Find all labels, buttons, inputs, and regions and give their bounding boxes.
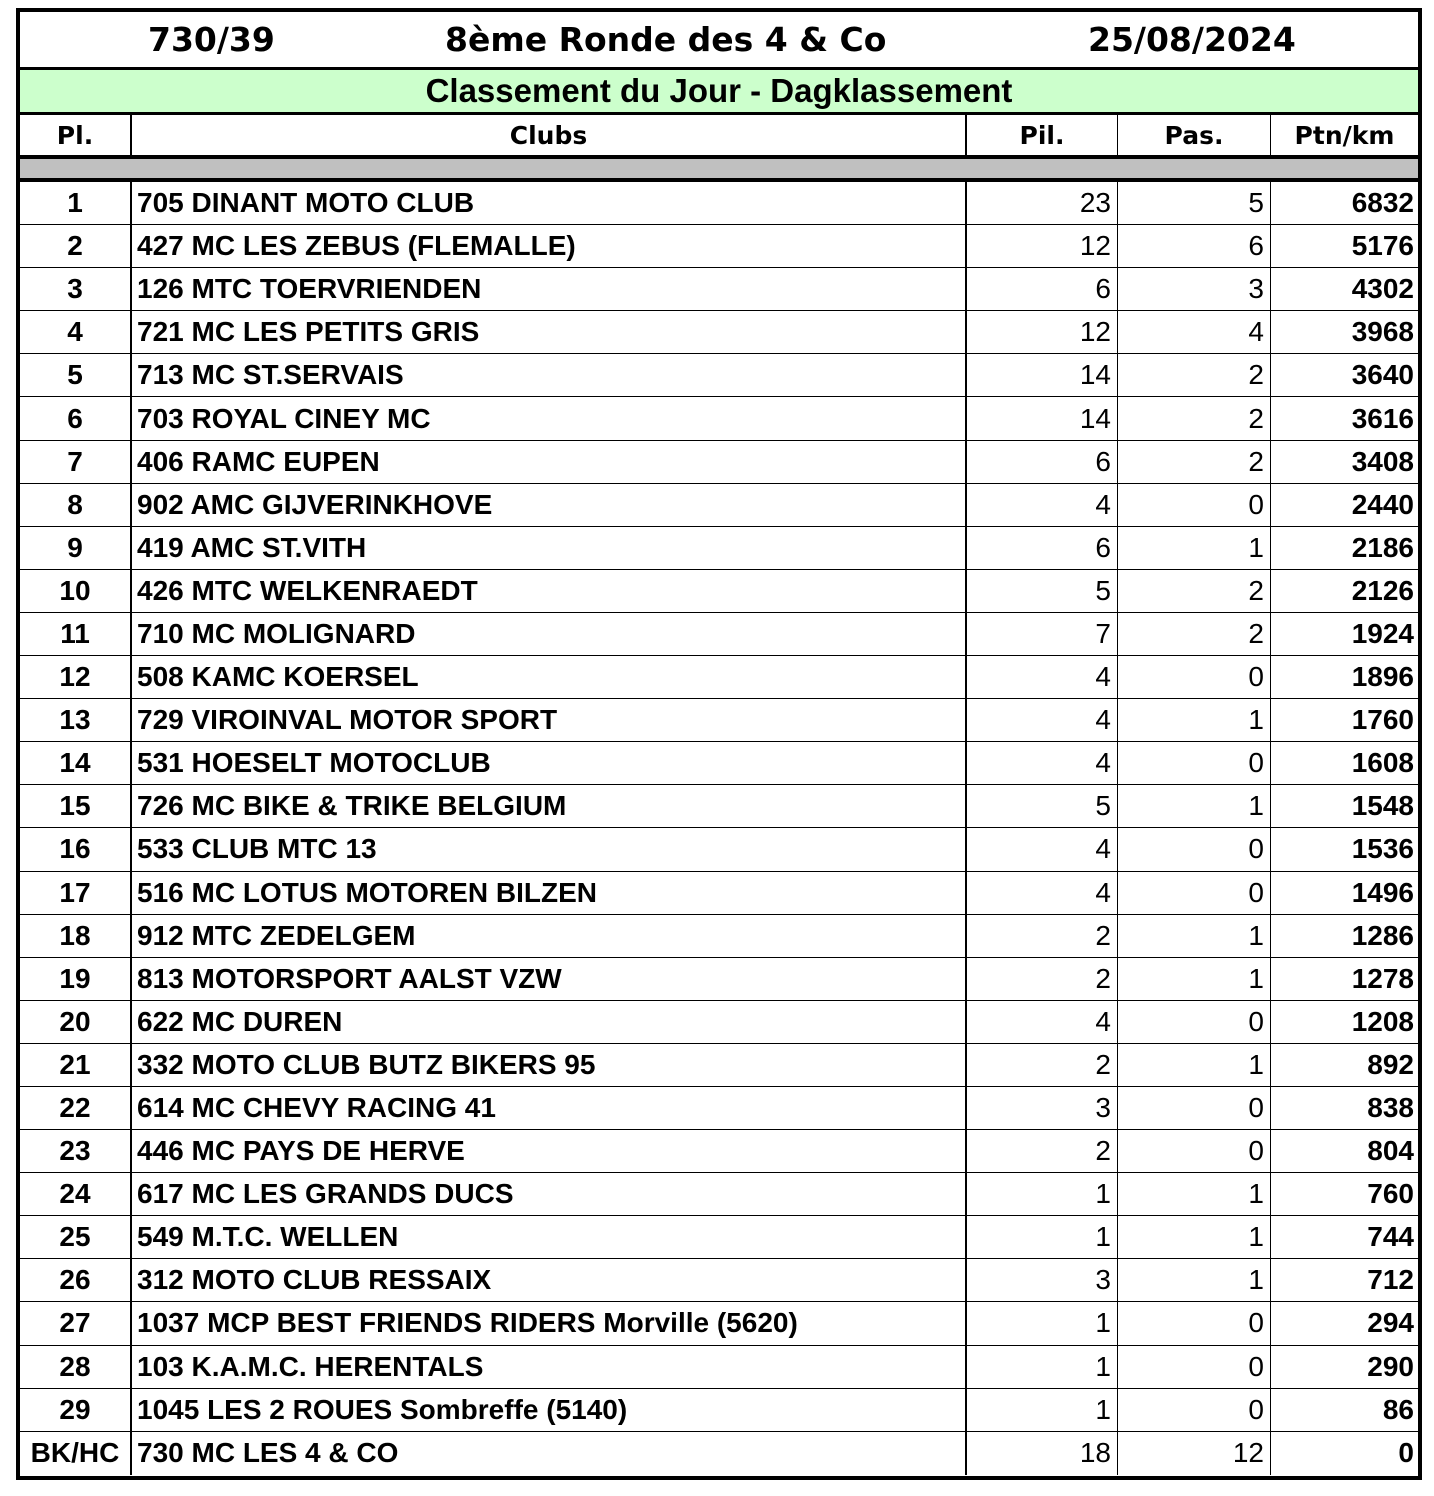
pilots-cell: 1 xyxy=(965,1346,1117,1388)
passengers-cell: 12 xyxy=(1117,1432,1270,1475)
table-row xyxy=(20,268,1418,311)
pilots-cell: 4 xyxy=(965,699,1117,741)
table-row xyxy=(20,1432,1418,1475)
passengers-cell: 2 xyxy=(1117,441,1270,483)
ranking-table-body xyxy=(20,182,1418,1475)
passengers-cell: 4 xyxy=(1117,311,1270,353)
points-cell: 0 xyxy=(1270,1432,1418,1475)
table-row xyxy=(20,527,1418,570)
passengers-cell: 2 xyxy=(1117,397,1270,439)
pilots-cell: 12 xyxy=(965,225,1117,267)
club-cell: 902 AMC GIJVERINKHOVE xyxy=(130,484,965,526)
passengers-cell: 1 xyxy=(1117,527,1270,569)
place-cell: 26 xyxy=(59,1264,91,1296)
place-cell: 15 xyxy=(59,790,91,822)
points-cell: 2440 xyxy=(1270,484,1418,526)
passengers-cell: 0 xyxy=(1117,1130,1270,1172)
club-cell: 508 KAMC KOERSEL xyxy=(130,656,965,698)
table-row xyxy=(20,785,1418,828)
pilots-cell: 7 xyxy=(965,613,1117,655)
place-cell: 20 xyxy=(59,1005,91,1037)
points-cell: 892 xyxy=(1270,1044,1418,1086)
pilots-cell: 1 xyxy=(965,1173,1117,1215)
points-cell: 744 xyxy=(1270,1216,1418,1258)
passengers-cell: 0 xyxy=(1117,1346,1270,1388)
table-row xyxy=(20,699,1418,742)
pilots-cell: 1 xyxy=(965,1302,1117,1344)
passengers-cell: 6 xyxy=(1117,225,1270,267)
pilots-cell: 12 xyxy=(965,311,1117,353)
pilots-cell: 6 xyxy=(965,441,1117,483)
table-row xyxy=(20,1346,1418,1389)
separator-bar xyxy=(20,159,1418,182)
table-row xyxy=(20,1259,1418,1302)
club-cell: 813 MOTORSPORT AALST VZW xyxy=(130,958,965,1000)
points-cell: 1608 xyxy=(1270,742,1418,784)
table-row xyxy=(20,828,1418,871)
club-cell: 549 M.T.C. WELLEN xyxy=(130,1216,965,1258)
passengers-cell: 0 xyxy=(1117,828,1270,870)
table-row xyxy=(20,225,1418,268)
pilots-cell: 2 xyxy=(965,915,1117,957)
pilots-cell: 4 xyxy=(965,656,1117,698)
passengers-cell: 1 xyxy=(1117,958,1270,1000)
pilots-cell: 18 xyxy=(965,1432,1117,1475)
passengers-cell: 2 xyxy=(1117,570,1270,612)
club-cell: 103 K.A.M.C. HERENTALS xyxy=(130,1346,965,1388)
club-cell: 312 MOTO CLUB RESSAIX xyxy=(130,1259,965,1301)
pilots-cell: 2 xyxy=(965,1130,1117,1172)
points-cell: 294 xyxy=(1270,1302,1418,1344)
table-row xyxy=(20,958,1418,1001)
place-cell: 3 xyxy=(67,273,83,305)
club-cell: 126 MTC TOERVRIENDEN xyxy=(130,268,965,310)
passengers-cell: 0 xyxy=(1117,1087,1270,1129)
header-bar xyxy=(20,12,1418,70)
pilots-cell: 4 xyxy=(965,484,1117,526)
passengers-cell: 0 xyxy=(1117,872,1270,914)
pilots-cell: 23 xyxy=(965,182,1117,224)
passengers-cell: 1 xyxy=(1117,1216,1270,1258)
club-cell: 726 MC BIKE & TRIKE BELGIUM xyxy=(130,785,965,827)
pilots-cell: 4 xyxy=(965,742,1117,784)
passengers-cell: 2 xyxy=(1117,613,1270,655)
place-cell: 14 xyxy=(59,747,91,779)
points-cell: 6832 xyxy=(1270,182,1418,224)
club-cell: 705 DINANT MOTO CLUB xyxy=(130,182,965,224)
points-cell: 1760 xyxy=(1270,699,1418,741)
place-cell: 4 xyxy=(67,316,83,348)
place-cell: 10 xyxy=(59,574,91,606)
club-cell: 426 MTC WELKENRAEDT xyxy=(130,570,965,612)
passengers-cell: 0 xyxy=(1117,484,1270,526)
place-cell: BK/HC xyxy=(30,1437,120,1469)
place-cell: 27 xyxy=(59,1307,91,1339)
club-cell: 516 MC LOTUS MOTOREN BILZEN xyxy=(130,872,965,914)
club-cell: 614 MC CHEVY RACING 41 xyxy=(130,1087,965,1129)
points-cell: 3616 xyxy=(1270,397,1418,439)
place-cell: 22 xyxy=(59,1092,91,1124)
club-cell: 446 MC PAYS DE HERVE xyxy=(130,1130,965,1172)
pilots-cell: 2 xyxy=(965,958,1117,1000)
pilots-cell: 3 xyxy=(965,1087,1117,1129)
passengers-cell: 0 xyxy=(1117,1302,1270,1344)
club-cell: 1037 MCP BEST FRIENDS RIDERS Morville (5620) xyxy=(130,1302,965,1344)
table-row xyxy=(20,1087,1418,1130)
points-cell: 760 xyxy=(1270,1173,1418,1215)
points-cell: 804 xyxy=(1270,1130,1418,1172)
place-cell: 25 xyxy=(59,1221,91,1253)
passengers-cell: 2 xyxy=(1117,354,1270,396)
pilots-cell: 4 xyxy=(965,1001,1117,1043)
place-cell: 19 xyxy=(59,962,91,994)
place-cell: 24 xyxy=(59,1178,91,1210)
club-cell: 622 MC DUREN xyxy=(130,1001,965,1043)
points-cell: 2186 xyxy=(1270,527,1418,569)
passengers-cell: 1 xyxy=(1117,785,1270,827)
table-row xyxy=(20,354,1418,397)
column-header-pilots: Pil. xyxy=(965,115,1117,155)
passengers-cell: 1 xyxy=(1117,915,1270,957)
points-cell: 1496 xyxy=(1270,872,1418,914)
points-cell: 3408 xyxy=(1270,441,1418,483)
place-cell: 2 xyxy=(67,230,83,262)
passengers-cell: 5 xyxy=(1117,182,1270,224)
club-cell: 531 HOESELT MOTOCLUB xyxy=(130,742,965,784)
points-cell: 838 xyxy=(1270,1087,1418,1129)
club-cell: 721 MC LES PETITS GRIS xyxy=(130,311,965,353)
table-row xyxy=(20,1173,1418,1216)
pilots-cell: 1 xyxy=(965,1216,1117,1258)
ranking-banner: Classement du Jour - Dagklassement xyxy=(20,70,1418,115)
place-cell: 28 xyxy=(59,1350,91,1382)
table-row xyxy=(20,182,1418,225)
club-cell: 332 MOTO CLUB BUTZ BIKERS 95 xyxy=(130,1044,965,1086)
club-cell: 912 MTC ZEDELGEM xyxy=(130,915,965,957)
points-cell: 1548 xyxy=(1270,785,1418,827)
column-header-row xyxy=(20,115,1418,159)
place-cell: 9 xyxy=(67,531,83,563)
table-row xyxy=(20,1389,1418,1432)
passengers-cell: 1 xyxy=(1117,699,1270,741)
club-cell: 713 MC ST.SERVAIS xyxy=(130,354,965,396)
place-cell: 7 xyxy=(67,445,83,477)
points-cell: 1536 xyxy=(1270,828,1418,870)
column-header-clubs: Clubs xyxy=(130,115,965,155)
place-cell: 16 xyxy=(59,833,91,865)
points-cell: 1924 xyxy=(1270,613,1418,655)
points-cell: 1208 xyxy=(1270,1001,1418,1043)
passengers-cell: 0 xyxy=(1117,742,1270,784)
passengers-cell: 0 xyxy=(1117,656,1270,698)
points-cell: 2126 xyxy=(1270,570,1418,612)
points-cell: 3968 xyxy=(1270,311,1418,353)
event-number: 730/39 xyxy=(148,20,275,59)
pilots-cell: 4 xyxy=(965,872,1117,914)
table-row xyxy=(20,1130,1418,1173)
club-cell: 1045 LES 2 ROUES Sombreffe (5140) xyxy=(130,1389,965,1431)
table-row xyxy=(20,1001,1418,1044)
points-cell: 86 xyxy=(1270,1389,1418,1431)
club-cell: 703 ROYAL CINEY MC xyxy=(130,397,965,439)
passengers-cell: 0 xyxy=(1117,1389,1270,1431)
pilots-cell: 1 xyxy=(965,1389,1117,1431)
club-cell: 730 MC LES 4 & CO xyxy=(130,1432,965,1475)
place-cell: 6 xyxy=(67,402,83,434)
club-cell: 427 MC LES ZEBUS (FLEMALLE) xyxy=(130,225,965,267)
table-row xyxy=(20,915,1418,958)
pilots-cell: 6 xyxy=(965,527,1117,569)
points-cell: 5176 xyxy=(1270,225,1418,267)
table-row xyxy=(20,613,1418,656)
passengers-cell: 1 xyxy=(1117,1259,1270,1301)
event-title: 8ème Ronde des 4 & Co xyxy=(445,20,887,59)
points-cell: 1278 xyxy=(1270,958,1418,1000)
pilots-cell: 2 xyxy=(965,1044,1117,1086)
pilots-cell: 14 xyxy=(965,354,1117,396)
passengers-cell: 3 xyxy=(1117,268,1270,310)
place-cell: 5 xyxy=(67,359,83,391)
points-cell: 290 xyxy=(1270,1346,1418,1388)
place-cell: 21 xyxy=(59,1048,91,1080)
table-row xyxy=(20,1302,1418,1345)
points-cell: 1286 xyxy=(1270,915,1418,957)
pilots-cell: 5 xyxy=(965,785,1117,827)
place-cell: 8 xyxy=(67,488,83,520)
points-cell: 1896 xyxy=(1270,656,1418,698)
table-row xyxy=(20,1216,1418,1259)
club-cell: 729 VIROINVAL MOTOR SPORT xyxy=(130,699,965,741)
points-cell: 712 xyxy=(1270,1259,1418,1301)
table-row xyxy=(20,397,1418,440)
table-row xyxy=(20,570,1418,613)
table-row xyxy=(20,742,1418,785)
pilots-cell: 3 xyxy=(965,1259,1117,1301)
club-cell: 533 CLUB MTC 13 xyxy=(130,828,965,870)
place-cell: 18 xyxy=(59,919,91,951)
place-cell: 12 xyxy=(59,661,91,693)
column-header-passengers: Pas. xyxy=(1117,115,1270,155)
passengers-cell: 0 xyxy=(1117,1001,1270,1043)
place-cell: 13 xyxy=(59,704,91,736)
pilots-cell: 14 xyxy=(965,397,1117,439)
table-row xyxy=(20,484,1418,527)
place-cell: 23 xyxy=(59,1135,91,1167)
club-cell: 617 MC LES GRANDS DUCS xyxy=(130,1173,965,1215)
points-cell: 4302 xyxy=(1270,268,1418,310)
place-cell: 29 xyxy=(59,1393,91,1425)
place-cell: 17 xyxy=(59,876,91,908)
place-cell: 1 xyxy=(67,187,83,219)
place-cell: 11 xyxy=(60,617,90,649)
column-header-points: Ptn/km xyxy=(1270,115,1418,155)
table-row xyxy=(20,441,1418,484)
event-date: 25/08/2024 xyxy=(1088,20,1296,59)
club-cell: 710 MC MOLIGNARD xyxy=(130,613,965,655)
pilots-cell: 4 xyxy=(965,828,1117,870)
points-cell: 3640 xyxy=(1270,354,1418,396)
passengers-cell: 1 xyxy=(1117,1044,1270,1086)
table-row xyxy=(20,1044,1418,1087)
pilots-cell: 5 xyxy=(965,570,1117,612)
pilots-cell: 6 xyxy=(965,268,1117,310)
table-row xyxy=(20,872,1418,915)
table-row xyxy=(20,656,1418,699)
passengers-cell: 1 xyxy=(1117,1173,1270,1215)
table-row xyxy=(20,311,1418,354)
club-cell: 419 AMC ST.VITH xyxy=(130,527,965,569)
ranking-sheet xyxy=(16,8,1422,1480)
column-header-place: Pl. xyxy=(56,120,94,150)
club-cell: 406 RAMC EUPEN xyxy=(130,441,965,483)
